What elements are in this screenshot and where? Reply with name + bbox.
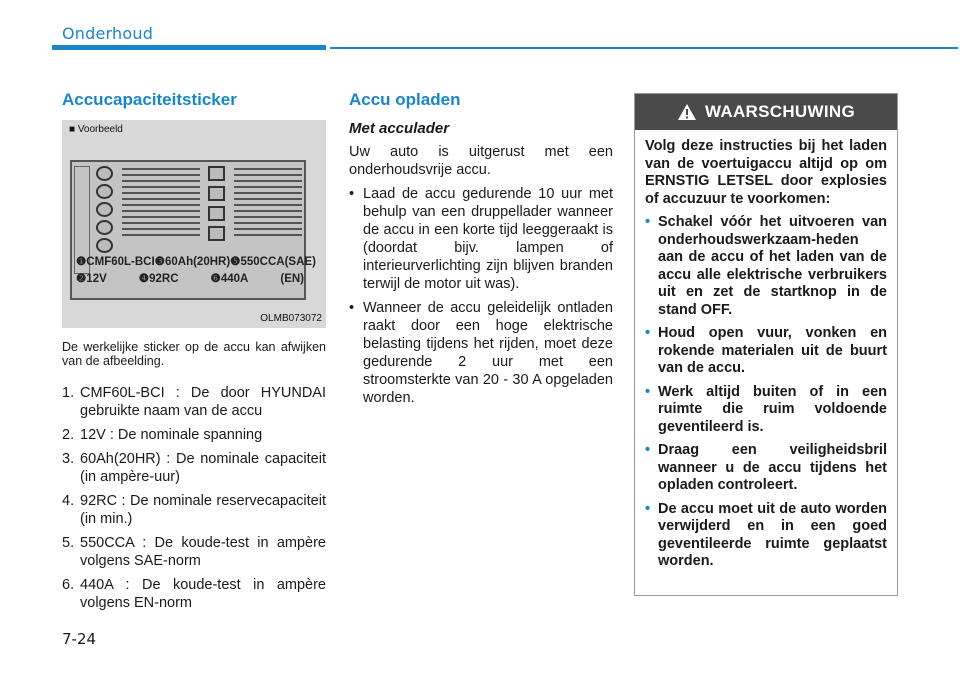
header-rule-thick [52, 45, 326, 50]
warning-header [635, 94, 897, 130]
sticker-section-title: Accucapaciteitsticker [62, 90, 237, 109]
section-title: Onderhoud [62, 24, 154, 43]
charger-subtitle: Met acculader [349, 120, 450, 137]
left-column [62, 90, 326, 618]
list-item: 5. 550CCA : De koude-test in ampère volgens SAE-norm [62, 535, 326, 569]
list-item: 3. 60Ah(20HR) : De nominale capaciteit (in ampère-uur) [62, 451, 326, 485]
sticker-specs [76, 254, 316, 288]
list-item: • Laad de accu gedurende 10 uur met behulp van een druppellader wanneer de accu in een korte tijd leeggeraakt is (doordat bijv. lampen of interieurverlichting zijn blijven branden terwijl de motor uit was). [349, 186, 613, 292]
list-item: 6. 440A : De koude-test in ampère volgens EN-norm [62, 577, 326, 611]
sticker-text-lines [122, 168, 200, 240]
list-item: 1. CMF60L-BCI : De door HYUNDAI gebruikte naam van de accu [62, 385, 326, 419]
sticker-legend-list [62, 384, 326, 612]
warning-heading: WAARSCHUWING [705, 102, 855, 121]
warning-list [645, 214, 887, 571]
sticker-warning-icons [96, 166, 116, 256]
battery-sticker-image [70, 160, 316, 300]
sticker-text-lines-right [234, 168, 302, 240]
spec-row-2 [76, 271, 304, 288]
list-item: • Draag een veiligheidsbril wanneer u de accu tijdens het opladen controleert. [645, 442, 887, 493]
figure-example-tag: ■ Voorbeeld [69, 124, 123, 135]
warning-body [635, 130, 897, 571]
spec-capacity: ❸60Ah(20HR) [154, 256, 231, 268]
sticker-hazard-icons [208, 166, 228, 246]
list-item: • Schakel vóór het uitvoeren van onderhoudswerkzaam-heden aan de accu of het laden van de accu alle elektrische verbruikers uit en zet de startknop in de stand OFF. [645, 214, 887, 318]
list-item: • Wanneer de accu geleidelijk ontladen raakt door een hoge elektrische belasting tijdens het rijden, moet deze gedurende 2 uur met een stroomsterkte van 20 - 30 A opgeladen worden. [349, 300, 613, 406]
spec-rc: ❹92RC [138, 273, 179, 285]
spec-battery-name: ❶CMF60L-BCI [76, 256, 155, 268]
spec-cca: ❺550CCA [230, 256, 285, 268]
charging-intro: Uw auto is uitgerust met een onderhoudsvrije accu. [349, 144, 613, 178]
middle-column [349, 90, 613, 413]
warning-box [634, 93, 898, 596]
spec-voltage: ❷12V [76, 273, 107, 285]
warning-intro: Volg deze instructies bij het laden van de voertuigaccu altijd op om ERNSTIG LETSEL door explosies of accuzuur te voorkomen: [645, 138, 887, 207]
page-number: 7-24 [62, 630, 97, 648]
list-item: • Werk altijd buiten of in een ruimte die ruim voldoende geventileerd is. [645, 383, 887, 435]
list-item: • Houd open vuur, vonken en rokende materialen uit de buurt van de accu. [645, 325, 887, 376]
list-item: 4. 92RC : De nominale reservecapaciteit (in min.) [62, 493, 326, 527]
battery-sticker-figure [62, 120, 326, 328]
figure-code: OLMB073072 [260, 313, 322, 324]
spec-en-cca: ❻440A [210, 273, 249, 285]
charging-bullets [349, 185, 613, 407]
header-rule-thin [330, 47, 958, 49]
warning-triangle-icon [677, 103, 697, 121]
charging-section-title: Accu opladen [349, 90, 461, 109]
spec-sae: (SAE) [284, 256, 316, 268]
spec-row-1 [76, 254, 316, 271]
figure-caption: De werkelijke sticker op de accu kan afwijken van de afbeelding. [62, 340, 326, 368]
list-item: 2. 12V : De nominale spanning [62, 427, 263, 443]
spec-en: (EN) [280, 273, 304, 285]
list-item: • De accu moet uit de auto worden verwijderd en in een goed geventileerde ruimte geplaatst worden. [645, 500, 887, 569]
